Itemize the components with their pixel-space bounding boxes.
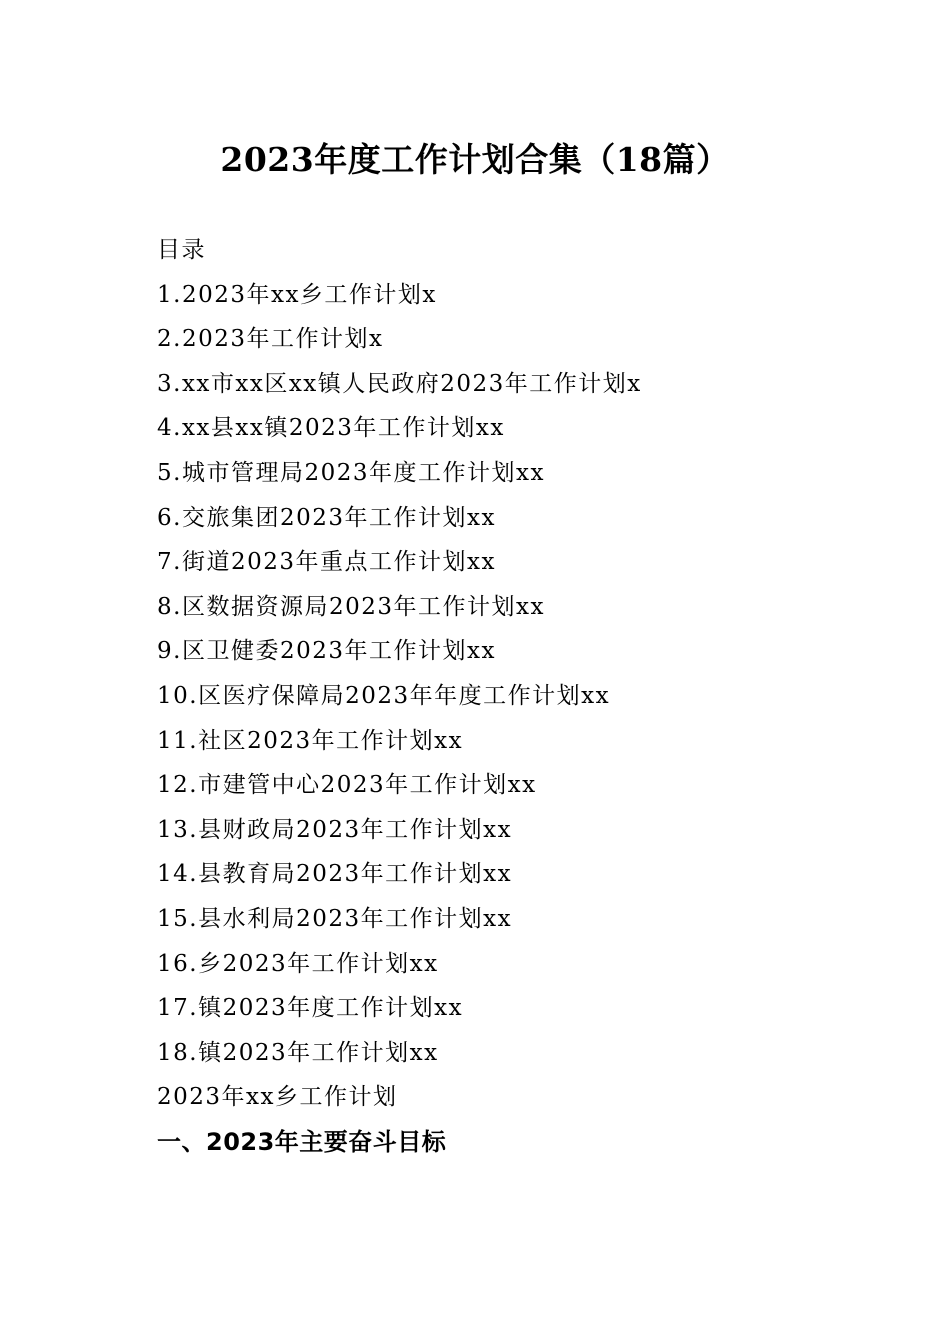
toc-item: 10.区医疗保障局2023年年度工作计划xx: [157, 682, 611, 709]
toc-item: 8.区数据资源局2023年工作计划xx: [157, 593, 545, 620]
toc-item: 15.县水利局2023年工作计划xx: [157, 905, 513, 932]
toc-item: 13.县财政局2023年工作计划xx: [157, 816, 513, 843]
toc-item: 4.xx县xx镇2023年工作计划xx: [157, 415, 505, 442]
toc-item: 5.城市管理局2023年度工作计划xx: [157, 459, 545, 486]
document-title: 2023年度工作计划合集（18篇）: [220, 140, 730, 179]
toc-item: 14.县教育局2023年工作计划xx: [157, 861, 513, 888]
toc-item: 6.交旅集团2023年工作计划xx: [157, 504, 496, 531]
toc-item: 3.xx市xx区xx镇人民政府2023年工作计划x: [157, 370, 642, 397]
toc-item: 16.乡2023年工作计划xx: [157, 950, 439, 977]
document-body: [157, 228, 877, 1164]
toc-item: 1.2023年xx乡工作计划x: [157, 281, 437, 308]
toc-item: 7.街道2023年重点工作计划xx: [157, 549, 496, 576]
section-heading: 一、2023年主要奋斗目标: [157, 1127, 447, 1156]
article-title: 2023年xx乡工作计划: [157, 1084, 398, 1111]
toc-item: 18.镇2023年工作计划xx: [157, 1039, 439, 1066]
toc-item: 11.社区2023年工作计划xx: [157, 727, 464, 754]
toc-item: 2.2023年工作计划x: [157, 326, 384, 353]
toc-item: 12.市建管中心2023年工作计划xx: [157, 772, 537, 799]
table-of-contents: [157, 273, 877, 1076]
toc-heading: 目录: [157, 237, 206, 263]
toc-item: 9.区卫健委2023年工作计划xx: [157, 638, 496, 665]
toc-item: 17.镇2023年度工作计划xx: [157, 995, 464, 1022]
